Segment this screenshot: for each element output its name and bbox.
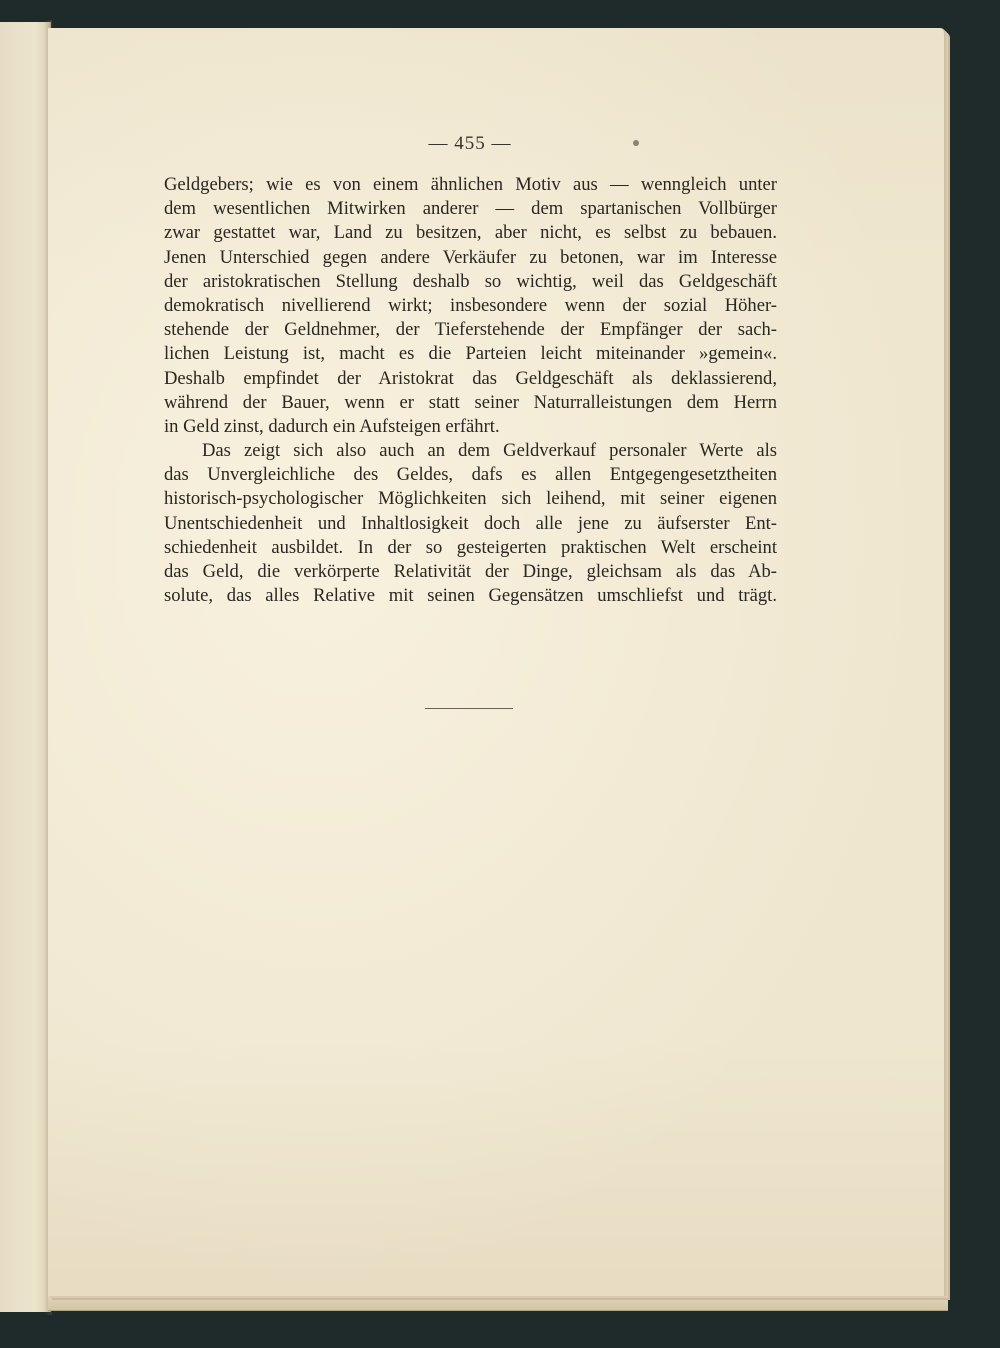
text-line: dem wesentlichen Mitwirken anderer — dem spartanischen Vollbürger — [164, 198, 777, 220]
text-line: solute, das alles Relative mit seinen Gegensätzen umschliefst und trägt. — [164, 585, 777, 607]
paragraph-1 — [164, 173, 777, 439]
text-line: stehende der Geldnehmer, der Tieferstehende der Empfänger der sach- — [164, 319, 777, 341]
text-line: das Unvergleichliche des Geldes, dafs es allen Entgegengesetztheiten — [164, 464, 777, 486]
text-line: der aristokratischen Stellung deshalb so wichtig, weil das Geldgeschäft — [164, 270, 777, 292]
body-text — [164, 173, 777, 608]
text-line: in Geld zinst, dadurch ein Aufsteigen erfährt. — [164, 415, 500, 437]
text-line: Deshalb empfindet der Aristokrat das Geldgeschäft als deklassierend, — [164, 367, 777, 389]
text-line: zwar gestattet war, Land zu besitzen, aber nicht, es selbst zu bebauen. — [164, 222, 777, 244]
end-rule — [425, 708, 513, 709]
text-line: Jenen Unterschied gegen andere Verkäufer zu betonen, war im Interesse — [164, 246, 777, 268]
text-line: demokratisch nivellierend wirkt; insbesondere wenn der sozial Höher- — [164, 294, 777, 316]
paragraph-2 — [164, 439, 777, 608]
text-line: historisch-psychologischer Möglichkeiten sich leihend, mit seiner eigenen — [164, 488, 777, 510]
text-line: das Geld, die verkörperte Relativität der Dinge, gleichsam als das Ab- — [164, 561, 777, 582]
text-line: lichen Leistung ist, macht es die Parteien leicht miteinander »gemein«. — [164, 343, 777, 365]
text-line: Das zeigt sich also auch an dem Geldverkauf personaler Werte als — [202, 440, 777, 462]
ink-spot — [633, 140, 639, 146]
text-line: Geldgebers; wie es von einem ähnlichen Motiv aus — wenngleich unter — [164, 174, 777, 195]
text-line: während der Bauer, wenn er statt seiner Naturralleistungen dem Herrn — [164, 391, 777, 413]
page-number: — 455 — — [428, 133, 512, 154]
text-line: schiedenheit ausbildet. In der so gesteigerten praktischen Welt erscheint — [164, 536, 777, 558]
text-line: Unentschiedenheit und Inhaltlosigkeit doch alle jene zu äufserster Ent- — [164, 512, 777, 534]
